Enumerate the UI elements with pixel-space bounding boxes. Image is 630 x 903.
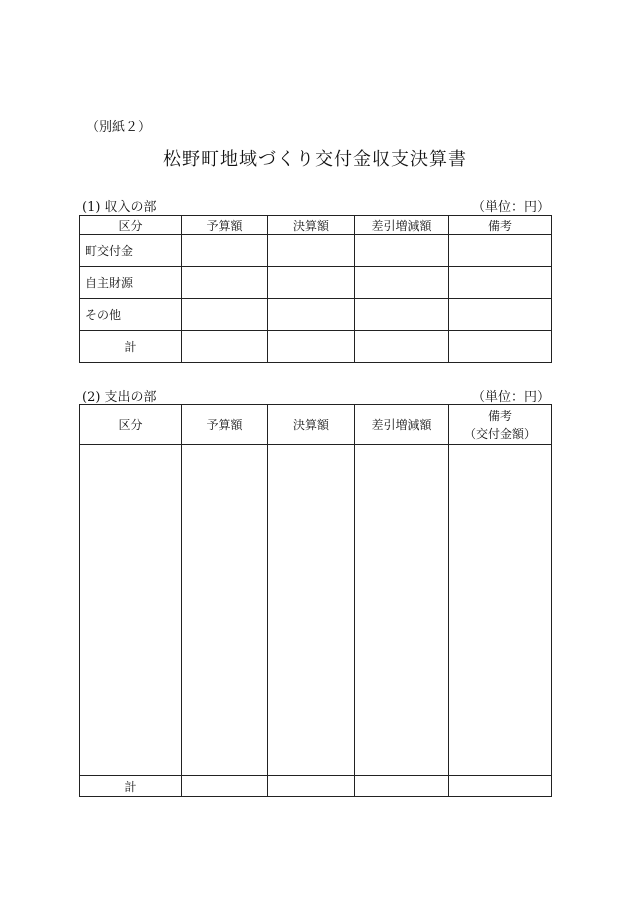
remarks-total-cell[interactable] bbox=[449, 776, 552, 797]
settlement-cell[interactable] bbox=[268, 299, 355, 331]
budget-cell[interactable] bbox=[182, 267, 268, 299]
expense-table bbox=[79, 404, 552, 797]
col-header-category: 区分 bbox=[80, 405, 182, 445]
col-header-remarks bbox=[449, 405, 552, 445]
settlement-cell[interactable] bbox=[268, 445, 355, 776]
remarks-header-line: 備考 bbox=[487, 408, 512, 423]
budget-cell[interactable] bbox=[182, 235, 268, 267]
remarks-cell[interactable] bbox=[449, 267, 552, 299]
expense-body-row bbox=[80, 445, 552, 776]
difference-cell[interactable] bbox=[355, 445, 449, 776]
difference-total-cell[interactable] bbox=[355, 331, 449, 363]
remarks-header-subline: （交付金額） bbox=[463, 426, 536, 441]
income-section-label: (1) 収入の部 bbox=[82, 200, 157, 215]
row-label-town-grant: 町交付金 bbox=[80, 235, 182, 267]
col-header-difference: 差引増減額 bbox=[355, 216, 449, 235]
table-row bbox=[80, 299, 552, 331]
difference-cell[interactable] bbox=[355, 235, 449, 267]
remarks-cell[interactable] bbox=[449, 235, 552, 267]
expense-unit-label: （単位：円） bbox=[471, 390, 550, 405]
total-label: 計 bbox=[80, 776, 182, 797]
total-row bbox=[80, 776, 552, 797]
income-header-row bbox=[80, 216, 552, 235]
total-row bbox=[80, 331, 552, 363]
category-cell[interactable] bbox=[80, 445, 182, 776]
income-table bbox=[79, 215, 552, 363]
settlement-total-cell[interactable] bbox=[268, 331, 355, 363]
col-header-remarks: 備考 bbox=[449, 216, 552, 235]
remarks-total-cell[interactable] bbox=[449, 331, 552, 363]
annex-label: （別紙２） bbox=[86, 120, 152, 135]
row-label-own-funds: 自主財源 bbox=[80, 267, 182, 299]
row-label-other: その他 bbox=[80, 299, 182, 331]
col-header-category: 区分 bbox=[80, 216, 182, 235]
table-row bbox=[80, 267, 552, 299]
col-header-difference: 差引増減額 bbox=[355, 405, 449, 445]
settlement-cell[interactable] bbox=[268, 267, 355, 299]
budget-total-cell[interactable] bbox=[182, 331, 268, 363]
settlement-total-cell[interactable] bbox=[268, 776, 355, 797]
table-row bbox=[80, 235, 552, 267]
difference-cell[interactable] bbox=[355, 299, 449, 331]
col-header-settlement: 決算額 bbox=[268, 216, 355, 235]
difference-total-cell[interactable] bbox=[355, 776, 449, 797]
remarks-cell[interactable] bbox=[449, 445, 552, 776]
income-unit-label: （単位：円） bbox=[471, 200, 550, 215]
expense-section-label: (2) 支出の部 bbox=[82, 390, 157, 405]
total-label: 計 bbox=[80, 331, 182, 363]
remarks-cell[interactable] bbox=[449, 299, 552, 331]
budget-total-cell[interactable] bbox=[182, 776, 268, 797]
difference-cell[interactable] bbox=[355, 267, 449, 299]
col-header-budget: 予算額 bbox=[182, 216, 268, 235]
col-header-budget: 予算額 bbox=[182, 405, 268, 445]
col-header-settlement: 決算額 bbox=[268, 405, 355, 445]
budget-cell[interactable] bbox=[182, 299, 268, 331]
budget-cell[interactable] bbox=[182, 445, 268, 776]
page-title: 松野町地域づくり交付金収支決算書 bbox=[163, 149, 467, 170]
settlement-cell[interactable] bbox=[268, 235, 355, 267]
expense-header-row bbox=[80, 405, 552, 445]
